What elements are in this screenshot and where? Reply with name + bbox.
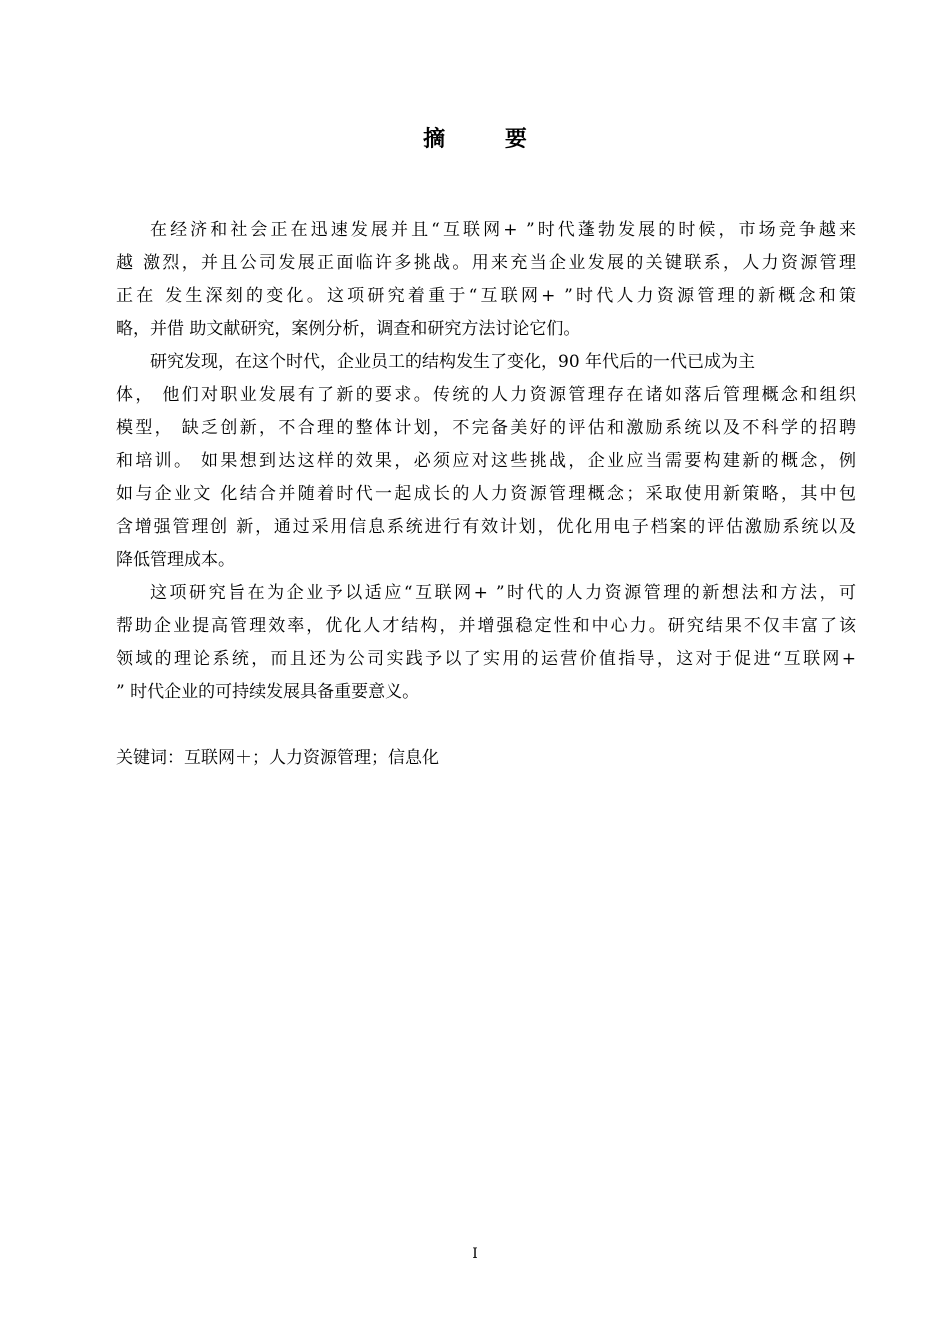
keywords-line <box>116 742 439 775</box>
paragraph-line: 越 激烈，并且公司发展正面临许多挑战。用来充当企业发展的关键联系，人力资源管理 <box>116 253 856 273</box>
paragraph-line: 体， 他们对职业发展有了新的要求。传统的人力资源管理存在诸如落后管理概念和组织 <box>116 385 856 405</box>
paragraph-3 <box>116 577 856 709</box>
paragraph-line: 领域的理论系统，而且还为公司实践予以了实用的运营价值指导，这对于促进“互联网+ <box>116 649 856 669</box>
paragraph-line: 研究发现，在这个时代，企业员工的结构发生了变化，90 年代后的一代已成为主 <box>150 352 756 372</box>
abstract-body <box>116 214 856 709</box>
paragraph-line: 帮助企业提高管理效率，优化人才结构，并增强稳定性和中心力。研究结果不仅丰富了该 <box>116 616 856 636</box>
paragraph-line: 正在 发生深刻的变化。这项研究着重于“互联网+ ”时代人力资源管理的新概念和策 <box>116 286 856 306</box>
paragraph-line: 这项研究旨在为企业予以适应“互联网+ ”时代的人力资源管理的新想法和方法，可 <box>150 583 856 603</box>
paragraph-2 <box>116 346 856 577</box>
page-number: I <box>472 1246 478 1262</box>
paragraph-line: 降低管理成本。 <box>116 550 235 570</box>
paragraph-1 <box>116 214 856 346</box>
paragraph-line: 含增强管理创 新，通过采用信息系统进行有效计划，优化用电子档案的评估激励系统以及 <box>116 517 856 537</box>
paragraph-line: 略，并借 助文献研究，案例分析，调查和研究方法讨论它们。 <box>116 319 581 339</box>
keywords-value: 互联网＋；人力资源管理；信息化 <box>184 748 439 768</box>
abstract-title: 摘 要 <box>423 127 553 152</box>
paragraph-line: 如与企业文 化结合并随着时代一起成长的人力资源管理概念；采取使用新策略，其中包 <box>116 484 856 504</box>
paragraph-line: ” 时代企业的可持续发展具备重要意义。 <box>116 682 420 702</box>
paragraph-line: 在经济和社会正在迅速发展并且“互联网+ ”时代蓬勃发展的时候，市场竞争越来 <box>150 220 856 240</box>
keywords-label: 关键词： <box>116 748 184 768</box>
paragraph-line: 模型， 缺乏创新，不合理的整体计划，不完备美好的评估和激励系统以及不科学的招聘 <box>116 418 856 438</box>
paragraph-line: 和培训。 如果想到达这样的效果，必须应对这些挑战，企业应当需要构建新的概念，例 <box>116 451 856 471</box>
